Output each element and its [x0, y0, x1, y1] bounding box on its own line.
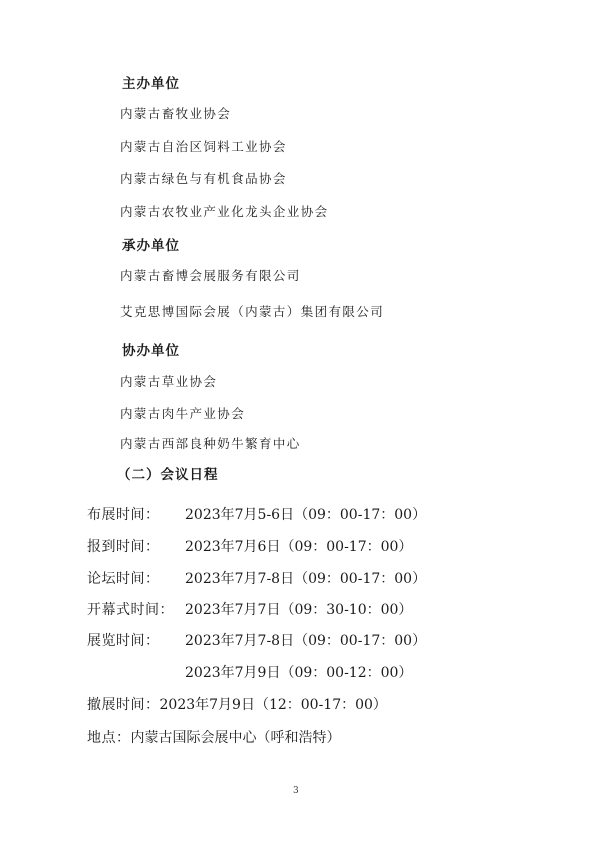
co-organizer-item: 内蒙古西部良种奶牛繁育中心: [120, 436, 301, 451]
schedule-value: 2023年7月6日（09：00-17：00）: [185, 539, 413, 555]
schedule-value: 2023年7月7-8日（09：00-17：00）: [185, 633, 427, 649]
schedule-section-title: （二）会议日程: [117, 467, 219, 483]
schedule-label: 地点：: [87, 730, 131, 746]
schedule-row: [87, 694, 387, 714]
co-organizer-item: 内蒙古肉牛产业协会: [120, 406, 246, 421]
schedule-value: 内蒙古国际会展中心（呼和浩特）: [130, 730, 341, 746]
host-organizer-heading: 主办单位: [122, 76, 180, 92]
schedule-value: 2023年7月9日（09：00-12：00）: [185, 665, 413, 681]
schedule-label: 展览时间：: [87, 633, 160, 649]
co-organizer-heading: 协办单位: [122, 343, 180, 359]
schedule-value: 2023年7月5-6日（09：00-17：00）: [185, 507, 427, 523]
schedule-label: 开幕式时间：: [87, 602, 174, 618]
schedule-row: [87, 727, 341, 747]
schedule-value: 2023年7月9日（12：00-17：00）: [159, 697, 387, 713]
schedule-label: 撤展时间：: [87, 697, 160, 713]
undertaker-item: 内蒙古畜博会展服务有限公司: [120, 268, 301, 283]
host-organizer-item: 内蒙古畜牧业协会: [120, 106, 232, 121]
co-organizer-item: 内蒙古草业协会: [120, 374, 218, 389]
schedule-label: 论坛时间：: [87, 571, 160, 587]
page-number: 3: [293, 786, 299, 796]
schedule-value: 2023年7月7日（09：30-10：00）: [185, 602, 413, 618]
undertaker-item: 艾克思博国际会展（内蒙古）集团有限公司: [120, 304, 385, 319]
host-organizer-item: 内蒙古绿色与有机食品协会: [120, 171, 287, 186]
schedule-label: 布展时间：: [87, 507, 160, 523]
schedule-label: 报到时间：: [87, 539, 160, 555]
host-organizer-item: 内蒙古农牧业产业化龙头企业协会: [120, 204, 329, 219]
schedule-value: 2023年7月7-8日（09：00-17：00）: [185, 571, 427, 587]
undertaker-heading: 承办单位: [122, 238, 180, 254]
host-organizer-item: 内蒙古自治区饲料工业协会: [120, 139, 287, 154]
